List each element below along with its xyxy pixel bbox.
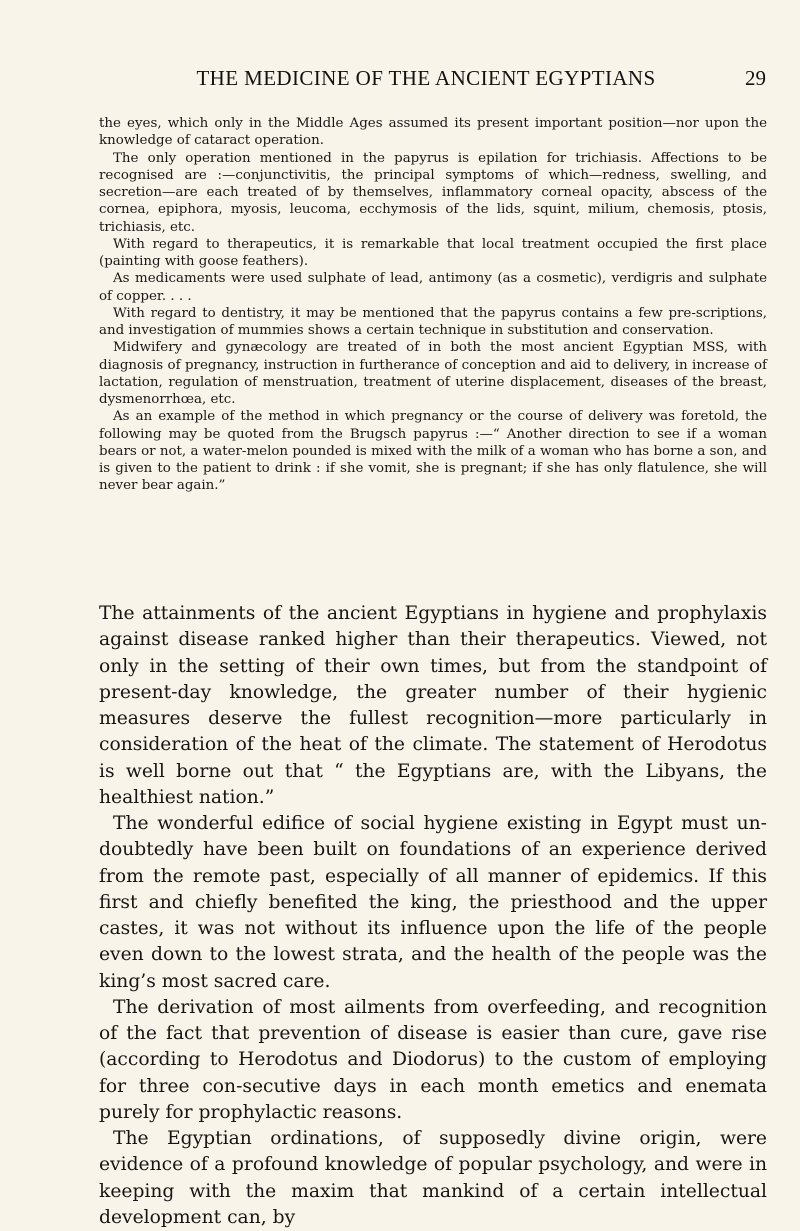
page-number: 29	[745, 66, 766, 90]
paragraph-brugsch-papyrus: As an example of the method in which pregnancy or the course of delivery was foretold, the following may be quoted from the Brugsch papyrus :—“ Another direction to see if a woman bears or not, a water-melon pounded is mixed with the milk of a woman who has borne a son, and is given to the patient to drink : if she vomit, she is pregnant; if she has only flatulence, she will never bear again.”	[99, 409, 767, 494]
page-header	[96, 66, 766, 96]
paragraph-hygiene: The attainments of the ancient Egyptians in hygiene and prophylaxis against disease ranked higher than their therapeutics. Viewed, not only in the setting of their own times, but from the standpoint of present-day knowledge, the greater number of their hygienic measures deserve the fullest recognition—more particularly in consideration of the heat of the climate. The statement of Herodotus is well borne out that “ the Egyptians are, with the Libyans, the healthiest nation.”	[99, 603, 767, 808]
paragraph-eye-operation: The only operation mentioned in the papyrus is epilation for trichiasis. Affections to be recognised are :—conjunctivitis, the principal symptoms of which—redness, swelling, and secretion—are each treated of by themselves, inflammatory corneal opacity, abscess of the cornea, epiphora, myosis, leucoma, ecchymosis of the lids, squint, milium, chemosis, ptosis, trichiasis, etc.	[99, 150, 767, 235]
paragraph-midwifery: Midwifery and gynæcology are treated of in both the most ancient Egyptian MSS, with diagnosis of pregnancy, instruction in furtherance of conception and aid to delivery, in increase of lactation, regulation of menstruation, treatment of uterine displacement, diseases of the breast, dysmenorrhœa, etc.	[99, 340, 767, 407]
running-head: THE MEDICINE OF THE ANCIENT EGYPTIANS	[196, 66, 656, 90]
paragraph-local-treatment: With regard to therapeutics, it is remarkable that local treatment occupied the first place (painting with goose feathers).	[99, 236, 767, 269]
paragraph-social-hygiene: The wonderful edifice of social hygiene existing in Egypt must un-doubtedly have been built on foundations of an experience derived from the remote past, especially of all manner of epidemics. If this first and chiefly benefited the king, the priesthood and the upper castes, it was not without its influence upon the life of the people even down to the lowest strata, and the health of the people was the king’s most sacred care.	[99, 813, 767, 992]
small-print-section	[99, 115, 767, 495]
paragraph-prevention: The derivation of most ailments from overfeeding, and recognition of the fact that prevention of disease is easier than cure, gave rise (according to Herodotus and Diodorus) to the custom of employing for three con-secutive days in each month emetics and enemata purely for prophylactic reasons.	[99, 996, 767, 1123]
paragraph-eye-knowledge: the eyes, which only in the Middle Ages assumed its present important position—nor upon the knowledge of cataract operation.	[99, 116, 767, 149]
paragraph-ordinations: The Egyptian ordinations, of supposedly divine origin, were evidence of a profound knowledge of popular psychology, and were in keeping with the maxim that mankind of a certain intellectual development can, by	[99, 1128, 767, 1228]
paragraph-medicaments: As medicaments were used sulphate of lead, antimony (as a cosmetic), verdigris and sulphate of copper. . . .	[99, 271, 767, 304]
paragraph-dentistry: With regard to dentistry, it may be mentioned that the papyrus contains a few pre-scriptions, and investigation of mummies shows a certain technique in substitution and conservation.	[99, 305, 767, 338]
main-text-section	[99, 601, 767, 1231]
